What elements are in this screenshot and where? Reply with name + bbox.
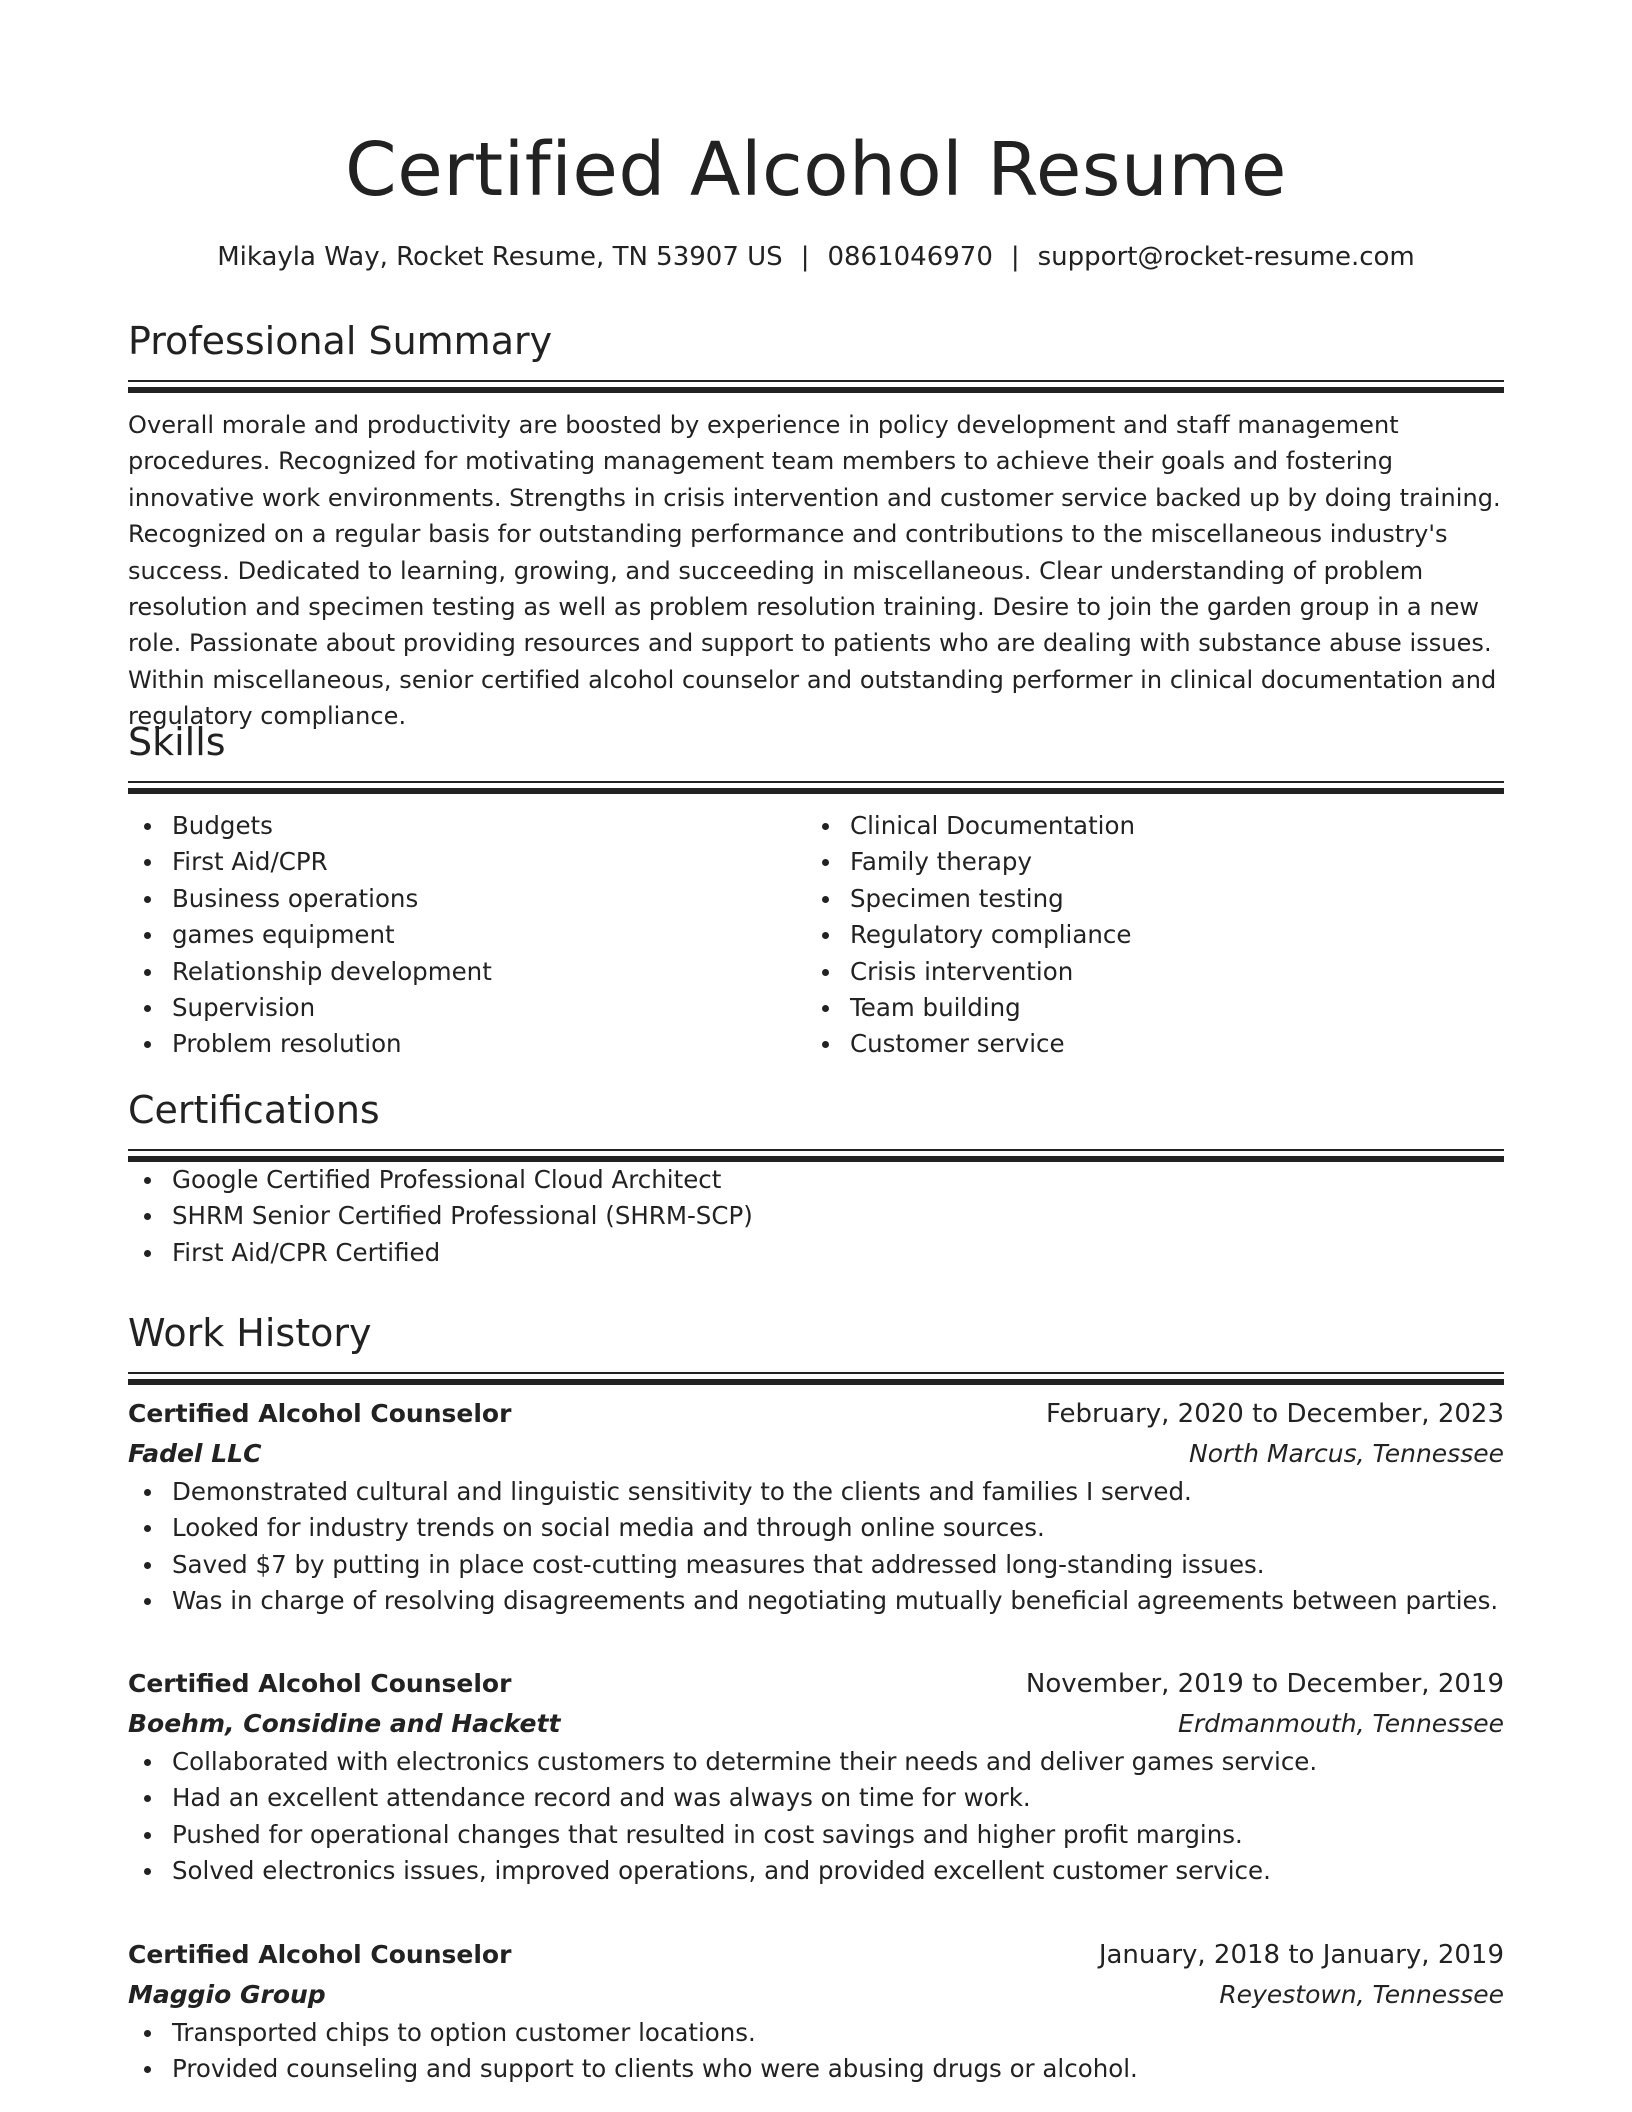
job-company-row [128, 1975, 1504, 2015]
job-dates: February, 2020 to December, 2023 [1045, 1399, 1504, 1429]
job-header-row [128, 1935, 1504, 1975]
job-bullet: Was in charge of resolving disagreements and negotiating mutually beneficial agreements between parties. [128, 1583, 1504, 1619]
job-company: Fadel LLC [128, 1439, 262, 1468]
job-bullet: Pushed for operational changes that resulted in cost savings and higher profit margins. [128, 1817, 1504, 1853]
skills-heading: Skills [128, 720, 226, 764]
job-title: Certified Alcohol Counselor [128, 1669, 512, 1698]
job-header-row [128, 1664, 1504, 1704]
job-location: North Marcus, Tennessee [1189, 1439, 1504, 1468]
job-company: Maggio Group [128, 1980, 326, 2009]
skill-item: Clinical Documentation [806, 808, 1484, 844]
skill-item: Family therapy [806, 844, 1484, 880]
skill-item: games equipment [128, 917, 806, 953]
skill-item: Supervision [128, 990, 806, 1026]
skills-list-left [128, 808, 806, 1063]
section-divider [128, 380, 1504, 382]
job-bullet: Provided counseling and support to clients who were abusing drugs or alcohol. [128, 2051, 1504, 2087]
section-divider-thick [128, 788, 1504, 794]
job-entry [128, 1935, 1504, 2088]
contact-separator: | [800, 242, 810, 272]
section-divider [128, 1149, 1504, 1151]
skill-item: First Aid/CPR [128, 844, 806, 880]
certification-item: SHRM Senior Certified Professional (SHRM-SCP) [128, 1198, 1504, 1234]
job-bullets [128, 2015, 1504, 2088]
section-divider [128, 781, 1504, 783]
job-location: Erdmanmouth, Tennessee [1178, 1709, 1504, 1738]
job-bullet: Looked for industry trends on social media and through online sources. [128, 1510, 1504, 1546]
summary-text: Overall morale and productivity are boosted by experience in policy development and staff management procedures. Recognized for motivating management team members to achieve their goals and fostering innovative work environments. Strengths in crisis intervention and customer service backed up by doing training. Recognized on a regular basis for outstanding performance and contributions to the miscellaneous industry's success. Dedicated to learning, growing, and succeeding in miscellaneous. Clear understanding of problem resolution and specimen testing as well as problem resolution training. Desire to join the garden group in a new role. Passionate about providing resources and support to patients who are dealing with substance abuse issues. Within miscellaneous, senior certified alcohol counselor and outstanding performer in clinical documentation and regulatory compliance. [128, 411, 1501, 731]
job-dates: November, 2019 to December, 2019 [1025, 1669, 1504, 1699]
job-bullet: Solved electronics issues, improved operations, and provided excellent customer service. [128, 1853, 1504, 1889]
certifications-heading: Certifications [128, 1088, 380, 1132]
job-title: Certified Alcohol Counselor [128, 1399, 512, 1428]
skill-item: Specimen testing [806, 881, 1484, 917]
job-company-row [128, 1434, 1504, 1474]
job-location: Reyestown, Tennessee [1219, 1980, 1504, 2009]
skill-item: Crisis intervention [806, 954, 1484, 990]
contact-email[interactable]: support@rocket-resume.com [1037, 242, 1415, 272]
skill-item: Regulatory compliance [806, 917, 1484, 953]
job-entry [128, 1664, 1504, 1890]
certifications-list [128, 1162, 1504, 1271]
contact-separator: | [1010, 242, 1020, 272]
skills-list-right [806, 808, 1484, 1063]
job-title: Certified Alcohol Counselor [128, 1940, 512, 1969]
job-company-row [128, 1704, 1504, 1744]
certifications-section [128, 1085, 1504, 1271]
job-bullets [128, 1744, 1504, 1890]
contact-line [128, 237, 1504, 277]
skill-item: Customer service [806, 1026, 1484, 1062]
contact-phone: 0861046970 [827, 242, 993, 272]
work-history-heading: Work History [128, 1311, 372, 1355]
job-entry [128, 1394, 1504, 1620]
job-bullet: Collaborated with electronics customers to determine their needs and deliver games service. [128, 1744, 1504, 1780]
job-company: Boehm, Considine and Hackett [128, 1709, 561, 1738]
skill-item: Budgets [128, 808, 806, 844]
skill-item: Problem resolution [128, 1026, 806, 1062]
section-divider [128, 1372, 1504, 1374]
job-dates: January, 2018 to January, 2019 [1098, 1940, 1504, 1970]
job-bullet: Saved $7 by putting in place cost-cutting measures that addressed long-standing issues. [128, 1547, 1504, 1583]
job-header-row [128, 1394, 1504, 1434]
summary-section [128, 316, 1504, 735]
job-bullet: Demonstrated cultural and linguistic sensitivity to the clients and families I served. [128, 1474, 1504, 1510]
job-bullets [128, 1474, 1504, 1620]
skill-item: Team building [806, 990, 1484, 1026]
contact-address: Mikayla Way, Rocket Resume, TN 53907 US [217, 242, 783, 272]
certification-item: Google Certified Professional Cloud Architect [128, 1162, 1504, 1198]
summary-heading: Professional Summary [128, 319, 553, 363]
skills-section [128, 717, 1504, 1063]
skills-columns [128, 808, 1504, 1063]
job-bullet: Transported chips to option customer locations. [128, 2015, 1504, 2051]
work-history-section [128, 1308, 1504, 1385]
skill-item: Relationship development [128, 954, 806, 990]
skill-item: Business operations [128, 881, 806, 917]
section-divider-thick [128, 387, 1504, 393]
section-divider-thick [128, 1379, 1504, 1385]
resume-title: Certified Alcohol Resume [345, 127, 1287, 213]
job-bullet: Had an excellent attendance record and was always on time for work. [128, 1780, 1504, 1816]
certification-item: First Aid/CPR Certified [128, 1235, 1504, 1271]
